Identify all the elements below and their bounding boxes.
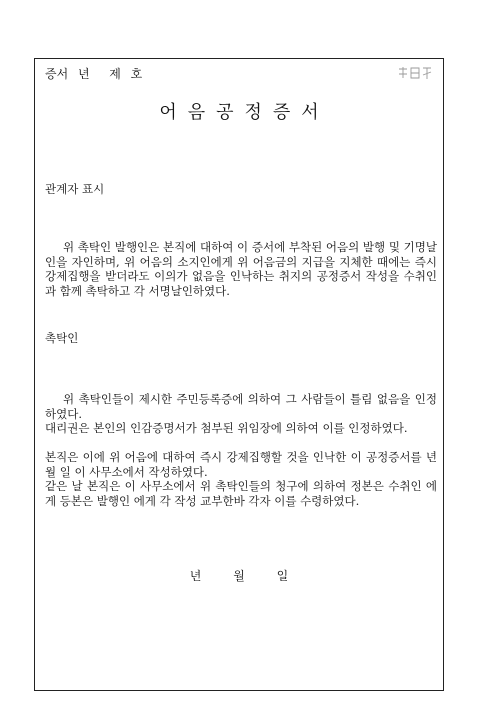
requester-label: 촉탁인: [45, 331, 79, 345]
parties-heading: 관계자 표시: [45, 182, 105, 196]
proxy-paragraph: 대리권은 본인의 인감증명서가 첨부된 위임장에 의하여 이를 인정하였다.: [45, 421, 408, 435]
delivery-paragraph: 같은 날 본직은 이 사무소에서 위 촉탁인들의 청구에 의하여 정본은 수취인 에게 등본은 발행인 에게 각 작성 교부한바 각자 이를 수령하였다.: [45, 479, 437, 508]
certificate-number-line: 증서 년 제 호: [45, 67, 143, 81]
execution-paragraph: 본직은 이에 위 어음에 대하여 즉시 강제집행할 것을 인낙한 이 공정증서를 년 월 일 이 사무소에서 작성하였다.: [45, 450, 437, 479]
date-line: 년 월 일: [189, 569, 289, 583]
document-frame: [34, 58, 444, 691]
body-paragraph: 위 촉탁인 발행인은 본직에 대하여 이 증서에 부착된 어음의 발행 및 기명날인을 자인하며, 위 어음의 소지인에게 위 어음금의 지급을 지체한 때에는 즉시 강제집행을 받더라도 이의가 없음을 인낙하는 취지의 공정증서 작성을 수취인 과 함께 촉탁하고 각 서명날인하였다.: [45, 240, 437, 298]
id-verification-paragraph: 위 촉탁인들이 제시한 주민등록증에 의하여 그 사람들이 틀림 없음을 인정하였다.: [45, 392, 437, 421]
seal-stamp-icon: [395, 64, 435, 82]
document-title: 어음공정증서: [159, 102, 330, 123]
